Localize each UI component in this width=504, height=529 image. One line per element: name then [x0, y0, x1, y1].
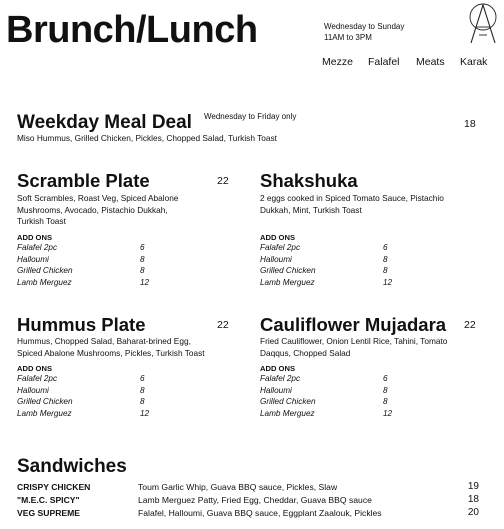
addon-name: Grilled Chicken	[17, 397, 73, 407]
sandwich-name: VEG SUPREME	[17, 508, 81, 518]
addon-name: Falafel 2pc	[17, 243, 58, 252]
brand-logo-icon	[467, 2, 499, 48]
meal-deal-title: Weekday Meal Deal	[17, 112, 192, 133]
addon-name: Lamb Merguez	[17, 409, 72, 419]
addon-price: 6	[383, 243, 388, 252]
addon-price: 6	[140, 243, 145, 252]
addon-name: Lamb Merguez	[17, 278, 72, 288]
addon-price: 8	[140, 385, 145, 395]
addon-name: Falafel 2pc	[260, 374, 301, 383]
addon-item	[17, 386, 157, 398]
dish-description-cauliflower-mujadara	[260, 336, 447, 359]
addon-price: 8	[140, 397, 145, 407]
addon-name: Grilled Chicken	[17, 266, 73, 276]
dish-description-hummus-plate	[17, 336, 205, 359]
addon-item	[260, 409, 400, 421]
addon-name: Lamb Merguez	[260, 409, 315, 419]
dish-price-scramble-plate: 22	[217, 175, 229, 187]
addon-item	[260, 397, 400, 409]
dish-title-hummus-plate: Hummus Plate	[17, 314, 146, 335]
addons-block-hummus-plate	[17, 364, 157, 421]
nav-link-mezze[interactable]: Mezze	[322, 56, 353, 68]
addon-name: Grilled Chicken	[260, 266, 316, 276]
addon-price: 12	[140, 278, 150, 288]
addon-name: Falafel 2pc	[17, 374, 58, 383]
description-line: 2 eggs cooked in Spiced Tomato Sauce, Pistachio	[260, 193, 444, 203]
dish-price-cauliflower-mujadara: 22	[464, 319, 476, 331]
meal-deal-note: Wednesday to Friday only	[204, 112, 297, 121]
addon-item	[260, 374, 400, 386]
sandwiches-title: Sandwiches	[17, 456, 127, 477]
addon-item	[260, 243, 400, 255]
sandwich-price: 19	[467, 481, 479, 492]
sandwich-row	[17, 481, 479, 493]
addon-price: 8	[140, 254, 145, 264]
dish-description-scramble-plate	[17, 193, 178, 228]
opening-hours	[324, 21, 404, 43]
addon-name: Halloumi	[260, 385, 292, 395]
addon-price: 8	[383, 254, 388, 264]
addon-price: 8	[383, 397, 388, 407]
sandwich-row	[17, 507, 479, 519]
page-title: Brunch/Lunch	[6, 9, 258, 51]
addons-heading: ADD ONS	[17, 364, 53, 373]
addon-name: Halloumi	[17, 254, 49, 264]
addon-price: 8	[383, 266, 388, 276]
addon-price: 8	[140, 266, 145, 276]
addon-item	[260, 386, 400, 398]
addons-block-shakshuka	[260, 233, 400, 290]
description-line: Hummus, Chopped Salad, Baharat-brined Egg,	[17, 336, 191, 346]
addons-heading: ADD ONS	[260, 364, 296, 373]
description-line: Turkish Toast	[17, 216, 66, 226]
meal-deal-description: Miso Hummus, Grilled Chicken, Pickles, Chopped Salad, Turkish Toast	[17, 133, 277, 143]
description-line: Dukkah, Mint, Turkish Toast	[260, 204, 362, 215]
description-line: Soft Scrambles, Roast Veg, Spiced Abalone	[17, 193, 179, 203]
dish-title-scramble-plate: Scramble Plate	[17, 170, 150, 191]
addon-name: Halloumi	[260, 254, 292, 264]
sandwich-row	[17, 494, 479, 506]
addon-item	[17, 266, 157, 278]
nav-link-meats[interactable]: Meats	[416, 56, 445, 68]
addon-price: 12	[383, 278, 393, 288]
addon-item	[17, 397, 157, 409]
sandwich-name: "M.E.C. SPICY"	[17, 495, 80, 505]
dish-title-cauliflower-mujadara: Cauliflower Mujadara	[260, 314, 447, 335]
addon-item	[17, 255, 157, 267]
addon-price: 12	[140, 409, 150, 419]
sandwich-description: Lamb Merguez Patty, Fried Egg, Cheddar, Guava BBQ sauce	[138, 495, 372, 505]
description-line: Mushrooms, Avocado, Pistachio Dukkah,	[17, 204, 168, 215]
addon-item	[260, 255, 400, 267]
sandwich-description: Toum Garlic Whip, Guava BBQ sauce, Pickles, Slaw	[138, 482, 338, 492]
addons-heading: ADD ONS	[260, 233, 296, 242]
opening-time: 11AM to 3PM	[324, 33, 372, 42]
description-line: Fried Cauliflower, Onion Lentil Rice, Tahini, Tomato	[260, 336, 448, 346]
addon-name: Lamb Merguez	[260, 278, 315, 288]
addon-item	[260, 278, 400, 290]
addon-price: 6	[383, 374, 388, 383]
addon-item	[17, 409, 157, 421]
addon-price: 8	[383, 385, 388, 395]
addon-item	[17, 243, 157, 255]
sandwich-price: 18	[467, 494, 479, 505]
nav-link-karak[interactable]: Karak	[460, 56, 488, 68]
dish-price-hummus-plate: 22	[217, 319, 229, 331]
nav-link-falafel[interactable]: Falafel	[368, 56, 400, 68]
sandwich-description: Falafel, Halloumi, Guava BBQ sauce, Eggplant Zaalouk, Pickles	[138, 508, 382, 518]
addon-name: Falafel 2pc	[260, 243, 301, 252]
dish-title-shakshuka: Shakshuka	[260, 170, 358, 191]
sandwich-price: 20	[467, 507, 479, 518]
addons-heading: ADD ONS	[17, 233, 53, 242]
description-line: Daqqus, Chopped Salad	[260, 347, 351, 358]
addon-name: Halloumi	[17, 385, 49, 395]
sandwich-name: CRISPY CHICKEN	[17, 482, 91, 492]
dish-description-shakshuka	[260, 193, 444, 216]
opening-days: Wednesday to Sunday	[324, 22, 405, 31]
addon-price: 6	[140, 374, 145, 383]
addon-item	[260, 266, 400, 278]
addons-block-cauliflower-mujadara	[260, 364, 400, 421]
addon-name: Grilled Chicken	[260, 397, 316, 407]
addon-item	[17, 278, 157, 290]
addon-item	[17, 374, 157, 386]
addon-price: 12	[383, 409, 393, 419]
meal-deal-price: 18	[464, 118, 476, 130]
description-line: Spiced Abalone Mushrooms, Pickles, Turkish Toast	[17, 347, 205, 358]
addons-block-scramble-plate	[17, 233, 157, 290]
